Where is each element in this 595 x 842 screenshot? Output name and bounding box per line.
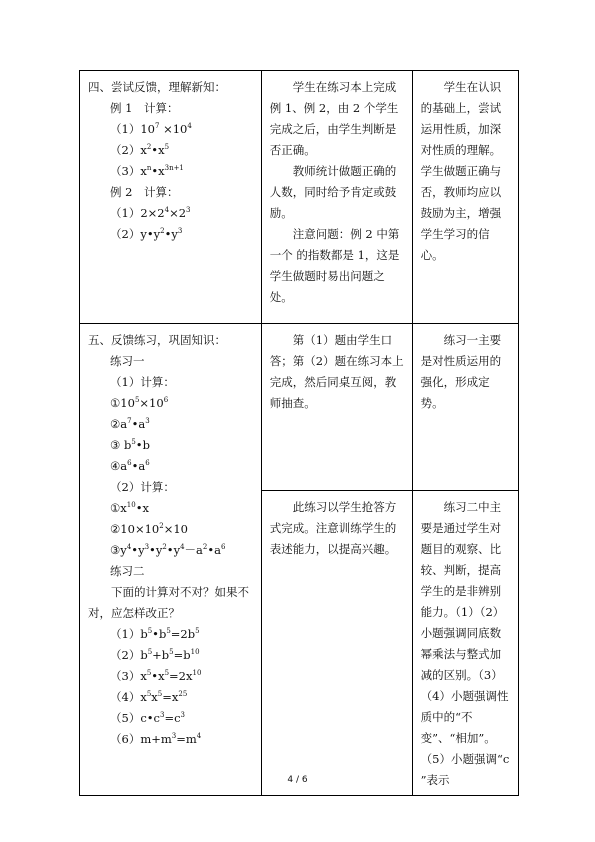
practice-label: 练习一	[110, 354, 145, 368]
example-item: $(3)x^n•x^{3n+1}$	[110, 164, 184, 178]
teacher-activity-cell	[261, 324, 412, 491]
practice-item: $②a^7•a^3$	[110, 417, 150, 431]
practice-item: $②10\times 10^2\times 10$	[110, 522, 188, 536]
example-item: $(1)10^7 \times 10^4$	[110, 122, 192, 136]
practice-item: $(3)x^5•x^5=2x^{10}$	[110, 669, 202, 683]
design-intent-cell	[412, 71, 518, 324]
practice-label: 练习二	[110, 564, 145, 578]
design-intent-cell	[412, 491, 518, 796]
practice-item: $(1)b^5•b^5=2b^5$	[110, 627, 200, 641]
teacher-note: 学生在练习本上完成例 1、例 2，由 2 个学生完成之后，由学生判断是否正确。	[269, 80, 399, 157]
example-label: 例 2 计算：	[110, 185, 179, 199]
section-heading: 五、反馈练习，巩固知识：	[88, 333, 226, 347]
calc-label: （2）计算：	[110, 480, 175, 494]
content-cell-section5	[80, 324, 262, 796]
page-number: 4 / 6	[287, 775, 308, 785]
practice-item: $(2)b^5+b^5=b^{10}$	[110, 648, 200, 662]
teacher-note: 注意问题：例 2 中第一个 的指数都是 1，这是学生做题时易出问题之处。	[269, 227, 400, 304]
teacher-note: 第（1）题由学生口答；第（2）题在练习本上完成，然后同桌互阅，教师抽查。	[269, 333, 404, 410]
practice-item: $①x^{10}•x$	[110, 501, 149, 515]
practice-item: $(6)m+m^3=m^4$	[110, 732, 202, 746]
practice-item: $①10^5\times 10^6$	[110, 396, 169, 410]
section-heading: 四、尝试反馈，理解新知：	[88, 80, 226, 94]
calc-label: （1）计算：	[110, 375, 175, 389]
example-item: $(2)x^2•x^5$	[110, 143, 170, 157]
practice-item: $(5)c•c^3=c^3$	[110, 711, 185, 725]
table-row	[80, 324, 519, 491]
table-row	[80, 71, 519, 324]
practice-item: ③ $b^5•b$	[110, 438, 150, 452]
practice-item: $(4)x^5x^5=x^{25}$	[110, 690, 188, 704]
practice-item: $③y^4•y^3•y^2•y^4-a^2•a^6$	[110, 543, 226, 557]
practice-question: 下面的计算对不对？如果不对，应怎样改正？	[88, 585, 249, 620]
teacher-note: 此练习以学生抢答方式完成。注意训练学生的表述能力，以提高兴趣。	[269, 500, 397, 556]
practice-item: $④a^6•a^6$	[110, 459, 150, 473]
teacher-activity-cell	[261, 71, 412, 324]
lesson-plan-table	[79, 70, 519, 796]
intent-note: 学生在认识的基础上，尝试运用性质，加深对性质的理解。学生做题正确与否，教师均应以鼓励为主，增强学生学习的信心。	[420, 80, 502, 262]
intent-note: 练习一主要是对性质运用的强化，形成定势。	[420, 333, 502, 410]
design-intent-cell	[412, 324, 518, 491]
example-item: $(1)2\times 2^4\times 2^3$	[110, 206, 191, 220]
example-label: 例 1 计算：	[110, 101, 179, 115]
teacher-activity-cell	[261, 491, 412, 796]
example-item: $(2)y•y^2•y^3$	[110, 227, 183, 241]
teacher-note: 教师统计做题正确的人数，同时给予肯定或鼓励。	[269, 164, 397, 220]
intent-note: 练习二中主要是通过学生对题目的观察、比较、判断，提高学生的是非辨别能力。（1）（2）小题强调同底数幂乘法与整式加减的区别。（3）（4）小题强调性质中的“不变”、“相加”。（5）小题强调“c ”表示	[420, 500, 510, 787]
content-cell-section4	[80, 71, 262, 324]
